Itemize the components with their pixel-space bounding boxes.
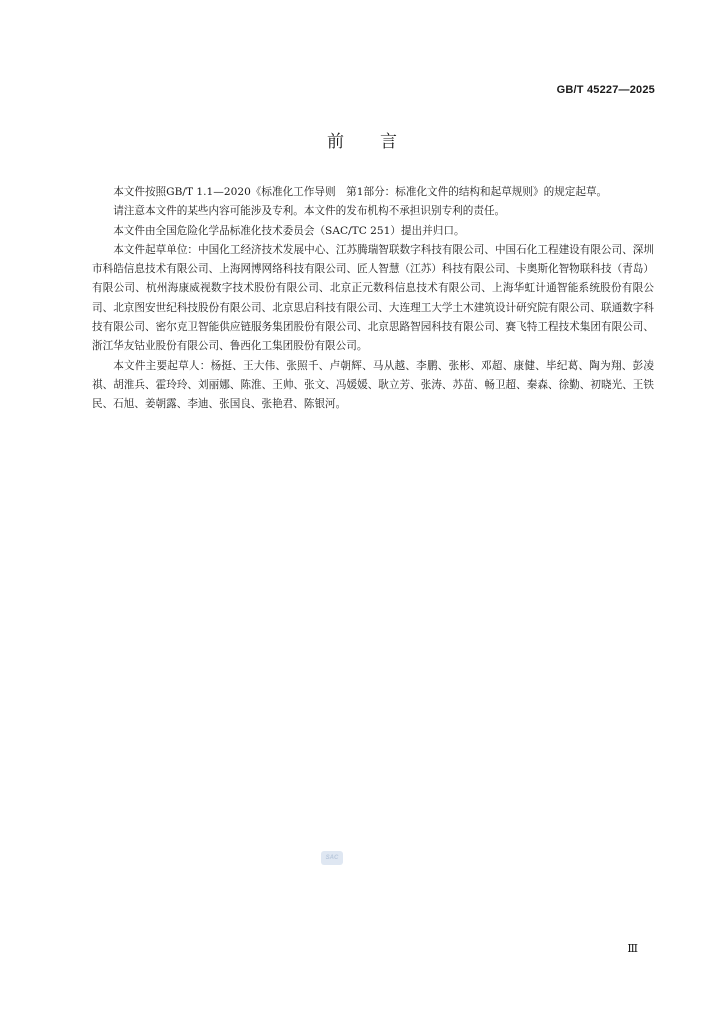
page-number: Ⅲ [627, 942, 638, 955]
paragraph-drafters: 本文件主要起草人：杨挺、王大伟、张照千、卢朝辉、马从越、李鹏、张彬、邓超、康健、毕纪葛、陶为翔、彭凌祺、胡淮兵、霍玲玲、刘丽娜、陈淮、王帅、张文、冯媛媛、耿立芳、张涛、苏苗、畅卫超、秦森、徐勤、初晓光、王铁民、石旭、姜朝露、李迪、张国良、张艳君、陈银河。 [92, 359, 654, 411]
sac-watermark-logo: SAC [321, 851, 343, 865]
paragraph-drafting-rules: 本文件按照GB/T 1.1—2020《标准化工作导则 第1部分：标准化文件的结构和起草规则》的规定起草。 [113, 186, 608, 198]
paragraph-drafting-units: 本文件起草单位：中国化工经济技术发展中心、江苏腾瑞智联数字科技有限公司、中国石化工程建设有限公司、深圳市科皓信息技术有限公司、上海网博网络科技有限公司、匠人智慧（江苏）科技有限公司、卡奥斯化智物联科技（青岛）有限公司、杭州海康威视数字技术股份有限公司、北京正元数科信息技术有限公司、上海华虹计通智能系统股份有限公司、北京图安世纪科技股份有限公司、北京思启科技有限公司、大连理工大学土木建筑设计研究院有限公司、联通数字科技有限公司、密尔克卫智能供应链服务集团股份有限公司、北京思路智园科技有限公司、赛飞特工程技术集团有限公司、浙江华友钴业股份有限公司、鲁西化工集团股份有限公司。 [92, 243, 654, 353]
paragraph-patent-notice: 请注意本文件的某些内容可能涉及专利。本文件的发布机构不承担识别专利的责任。 [113, 205, 506, 218]
foreword-body [92, 183, 654, 415]
standard-code: GB/T 45227—2025 [556, 84, 655, 96]
paragraph-committee: 本文件由全国危险化学品标准化技术委员会（SAC/TC 251）提出并归口。 [113, 224, 465, 237]
page-title: 前言 [327, 132, 433, 152]
